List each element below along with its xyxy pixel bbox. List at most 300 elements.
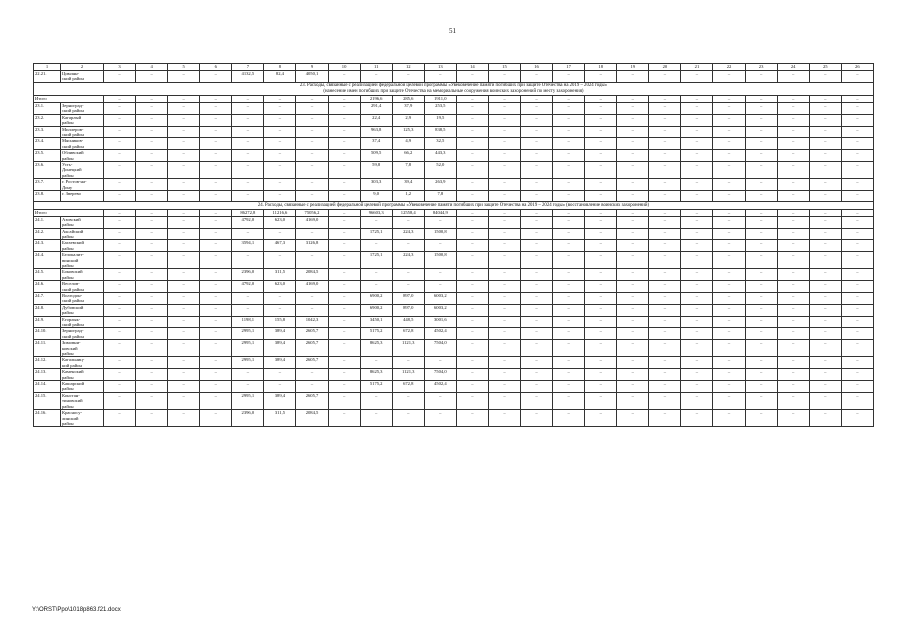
value-cell: – [553,392,585,409]
value-cell: – [585,103,617,115]
value-cell: – [232,150,264,162]
value-cell: – [585,228,617,240]
value-cell: – [168,410,200,427]
value-cell: – [681,357,713,369]
value-cell: – [553,71,585,83]
value-cell: – [841,71,873,83]
value-cell: 8625,3 [360,369,392,381]
value-cell: 52,0 [424,162,456,179]
value-cell: – [841,126,873,138]
value-cell: – [456,71,488,83]
value-cell: – [585,191,617,202]
value-cell: 1042,3 [296,316,328,328]
value-cell: – [713,228,745,240]
value-cell: – [488,316,520,328]
value-cell: – [296,228,328,240]
value-cell: – [456,150,488,162]
value-cell: – [841,103,873,115]
table-row [34,369,874,381]
value-cell: 2995,1 [232,340,264,357]
value-cell: 7504,0 [424,340,456,357]
value-cell: – [713,357,745,369]
row-number: 24.8. [34,304,61,316]
value-cell: – [360,410,392,427]
district-name: Веселов- ский район [61,281,104,293]
value-cell: – [168,269,200,281]
value-cell: – [200,292,232,304]
value-cell: – [585,162,617,179]
value-cell: – [745,103,777,115]
value-cell: – [328,381,360,393]
value-cell: – [136,316,168,328]
value-cell: – [649,240,681,252]
value-cell: – [456,304,488,316]
value-cell: – [488,138,520,150]
row-number: 24.5. [34,269,61,281]
value-cell: 6003,2 [424,304,456,316]
value-cell: – [456,410,488,427]
column-number-cell: 13 [424,64,456,71]
value-cell: – [328,126,360,138]
value-cell: – [841,252,873,269]
table-row [34,328,874,340]
value-cell: – [456,252,488,269]
value-cell: – [296,191,328,202]
value-cell: – [296,150,328,162]
value-cell: – [488,252,520,269]
value-cell: – [104,369,136,381]
value-cell: – [649,369,681,381]
value-cell: – [745,328,777,340]
value-cell: – [168,240,200,252]
value-cell: – [777,357,809,369]
section-title: 24. Расходы, связанные с реализацией федеральной целевой программы «Увековечение памяти погибших при защите Отечества на 2019 – 2024 годы» (восстановление воинских захоронений) [34,202,874,210]
total-value-cell: – [200,96,232,103]
row-number: 24.2. [34,228,61,240]
value-cell: 155,8 [264,316,296,328]
value-cell: – [809,103,841,115]
value-cell: – [521,304,553,316]
value-cell: – [521,71,553,83]
value-cell: – [649,228,681,240]
value-cell: – [617,150,649,162]
value-cell: – [521,216,553,228]
value-cell: – [777,126,809,138]
row-number: 23.4. [34,138,61,150]
column-number-cell: 12 [392,64,424,71]
total-value-cell: – [841,96,873,103]
value-cell: – [488,228,520,240]
value-cell: – [328,191,360,202]
value-cell: – [681,71,713,83]
value-cell: – [168,316,200,328]
total-value-cell: – [713,209,745,216]
row-number: 24.4. [34,252,61,269]
value-cell: 291,4 [360,103,392,115]
value-cell: 897,0 [392,292,424,304]
value-cell: – [232,138,264,150]
district-name: Усть- Донецкий район [61,162,104,179]
value-cell: – [264,126,296,138]
value-cell: – [777,103,809,115]
value-cell: – [456,240,488,252]
district-name: г. Ростов-на- Дону [61,179,104,191]
column-number-cell: 15 [488,64,520,71]
value-cell: – [232,252,264,269]
value-cell: – [136,269,168,281]
value-cell: 1725,1 [360,228,392,240]
value-cell: – [104,381,136,393]
value-cell: – [104,228,136,240]
value-cell: – [617,252,649,269]
value-cell: – [521,269,553,281]
district-name: Белокалит- винский район [61,252,104,269]
value-cell: – [168,381,200,393]
value-cell: – [456,357,488,369]
total-value-cell: – [104,96,136,103]
row-number: 24.11. [34,340,61,357]
value-cell: – [136,369,168,381]
row-number: 23.1. [34,103,61,115]
column-number-cell: 21 [681,64,713,71]
value-cell: – [777,162,809,179]
total-value-cell: 86272,8 [232,209,264,216]
value-cell: – [617,369,649,381]
row-number: 23.2. [34,114,61,126]
value-cell: 672,8 [392,381,424,393]
value-cell: – [328,369,360,381]
value-cell: – [392,281,424,293]
value-cell: – [649,179,681,191]
value-cell: – [585,381,617,393]
value-cell: – [585,150,617,162]
row-number: 23.7. [34,179,61,191]
value-cell: – [264,150,296,162]
total-row [34,96,874,103]
value-cell: – [681,216,713,228]
value-cell: 1500,8 [424,228,456,240]
value-cell: – [841,292,873,304]
value-cell: – [681,240,713,252]
value-cell: – [488,191,520,202]
value-cell: – [200,114,232,126]
value-cell: – [168,252,200,269]
value-cell: – [585,340,617,357]
value-cell: – [488,392,520,409]
value-cell: – [521,252,553,269]
value-cell: – [809,252,841,269]
value-cell: – [617,304,649,316]
value-cell: – [617,292,649,304]
value-cell: – [328,150,360,162]
value-cell: – [456,269,488,281]
value-cell: – [745,114,777,126]
total-value-cell: – [104,209,136,216]
value-cell: – [649,392,681,409]
value-cell: – [200,252,232,269]
value-cell: 66,2 [392,150,424,162]
value-cell: – [617,216,649,228]
value-cell: – [777,252,809,269]
value-cell: – [777,369,809,381]
value-cell: – [585,138,617,150]
value-cell: – [649,138,681,150]
value-cell: – [713,240,745,252]
row-number: 24.1. [34,216,61,228]
value-cell: – [264,179,296,191]
table-row [34,316,874,328]
total-value-cell: 96603,3 [360,209,392,216]
value-cell: – [264,162,296,179]
value-cell: – [456,138,488,150]
value-cell: – [136,114,168,126]
value-cell: – [745,252,777,269]
value-cell: – [200,392,232,409]
value-cell: – [681,252,713,269]
value-cell: – [585,304,617,316]
file-path-footer: Y:\ORST\Ppo\1018p863.f21.docx [32,607,121,613]
value-cell: – [585,410,617,427]
value-cell: – [649,328,681,340]
value-cell: – [777,216,809,228]
value-cell: 7,8 [424,191,456,202]
value-cell: – [553,103,585,115]
value-cell: 838,5 [424,126,456,138]
value-cell: – [488,328,520,340]
value-cell: 3126,8 [296,240,328,252]
value-cell: – [360,281,392,293]
value-cell: – [360,216,392,228]
value-cell: – [585,252,617,269]
value-cell: 2995,1 [232,357,264,369]
value-cell: – [104,114,136,126]
table-row [34,150,874,162]
value-cell: – [649,216,681,228]
value-cell: – [585,114,617,126]
value-cell: – [360,269,392,281]
column-number-cell: 17 [553,64,585,71]
value-cell: – [200,179,232,191]
total-value-cell: – [456,96,488,103]
value-cell: – [777,292,809,304]
value-cell: – [136,191,168,202]
value-cell: – [841,191,873,202]
value-cell: – [553,240,585,252]
value-cell: 4792,0 [232,281,264,293]
value-cell: 8625,3 [360,340,392,357]
value-cell: – [104,340,136,357]
value-cell: – [553,228,585,240]
value-cell: – [456,316,488,328]
value-cell: – [777,328,809,340]
total-label: Итого [34,96,104,103]
table-row [34,304,874,316]
value-cell: – [649,269,681,281]
value-cell: – [649,304,681,316]
value-cell: – [585,328,617,340]
value-cell: – [200,150,232,162]
value-cell: 4502,4 [424,328,456,340]
value-cell: – [328,240,360,252]
value-cell: – [777,410,809,427]
value-cell: – [488,216,520,228]
value-cell: – [200,316,232,328]
column-number-cell: 24 [777,64,809,71]
value-cell: – [136,103,168,115]
value-cell: – [424,281,456,293]
total-value-cell: – [745,209,777,216]
value-cell: – [585,269,617,281]
row-number: 24.10. [34,328,61,340]
value-cell: – [745,179,777,191]
value-cell: 39,4 [392,179,424,191]
value-cell: – [136,216,168,228]
value-cell: – [328,71,360,83]
column-number-cell: 1 [34,64,61,71]
column-number-cell: 23 [745,64,777,71]
value-cell: – [264,228,296,240]
total-value-cell: – [200,209,232,216]
row-number: 24.6. [34,281,61,293]
value-cell: – [232,228,264,240]
value-cell: – [521,328,553,340]
value-cell: – [745,381,777,393]
value-cell: 224,3 [392,228,424,240]
value-cell: – [777,138,809,150]
value-cell: – [200,216,232,228]
value-cell: – [809,240,841,252]
value-cell: – [809,191,841,202]
value-cell: – [585,179,617,191]
value-cell: – [617,328,649,340]
value-cell: – [745,126,777,138]
value-cell: – [521,191,553,202]
value-cell: – [328,328,360,340]
value-cell: – [745,410,777,427]
total-value-cell: – [328,209,360,216]
value-cell: – [553,381,585,393]
value-cell: – [649,410,681,427]
value-cell: – [553,410,585,427]
value-cell: – [809,357,841,369]
value-cell: – [649,340,681,357]
value-cell: – [200,71,232,83]
value-cell: – [264,103,296,115]
value-cell: – [456,216,488,228]
value-cell: – [521,103,553,115]
value-cell: 263,9 [424,179,456,191]
value-cell: – [136,392,168,409]
budget-table [33,63,874,427]
value-cell: – [649,114,681,126]
row-number: 23.6. [34,162,61,179]
total-value-cell: – [777,96,809,103]
value-cell: 389,4 [264,328,296,340]
value-cell: – [713,410,745,427]
value-cell: – [456,369,488,381]
table-row [34,103,874,115]
value-cell: – [681,369,713,381]
value-cell: – [104,357,136,369]
value-cell: 1,2 [392,191,424,202]
row-number: 24.15. [34,392,61,409]
total-value-cell: – [488,96,520,103]
value-cell: – [809,304,841,316]
value-cell: – [681,269,713,281]
value-cell: – [104,240,136,252]
table-row [34,191,874,202]
value-cell: – [200,138,232,150]
total-value-cell: – [296,96,328,103]
value-cell: 389,4 [264,340,296,357]
total-row [34,209,874,216]
value-cell: – [200,357,232,369]
value-cell: – [328,103,360,115]
value-cell: – [232,114,264,126]
value-cell: 311,5 [264,269,296,281]
value-cell: – [649,316,681,328]
value-cell: – [809,369,841,381]
value-cell: – [168,114,200,126]
value-cell: – [456,328,488,340]
value-cell: – [745,150,777,162]
value-cell: – [809,269,841,281]
value-cell: – [200,340,232,357]
district-name: Волгодон- ский район [61,292,104,304]
value-cell: – [553,252,585,269]
value-cell: – [456,392,488,409]
value-cell: – [264,114,296,126]
row-number: 24.16. [34,410,61,427]
value-cell: – [681,316,713,328]
value-cell: – [296,126,328,138]
value-cell: – [136,304,168,316]
value-cell: – [713,304,745,316]
value-cell: – [841,316,873,328]
value-cell: – [104,281,136,293]
table-row [34,292,874,304]
value-cell: – [681,304,713,316]
value-cell: – [713,392,745,409]
value-cell: – [328,228,360,240]
total-value-cell: – [777,209,809,216]
total-value-cell: – [809,96,841,103]
value-cell: – [328,179,360,191]
value-cell: – [392,392,424,409]
value-cell: – [136,240,168,252]
value-cell: – [681,103,713,115]
total-value-cell: 11216,6 [264,209,296,216]
value-cell: – [104,292,136,304]
value-cell: 2605,7 [296,392,328,409]
value-cell: – [777,316,809,328]
value-cell: – [456,281,488,293]
value-cell: – [553,269,585,281]
value-cell: – [296,369,328,381]
total-value-cell: – [328,96,360,103]
value-cell: – [553,150,585,162]
value-cell: – [296,304,328,316]
value-cell: – [328,114,360,126]
total-label: Итого [34,209,104,216]
district-name: Миллеров- ский район [61,126,104,138]
table-row [34,381,874,393]
value-cell: – [553,216,585,228]
district-name: Обливский район [61,150,104,162]
district-name: Кагальниц- кий район [61,357,104,369]
value-cell: – [296,162,328,179]
value-cell: – [168,357,200,369]
